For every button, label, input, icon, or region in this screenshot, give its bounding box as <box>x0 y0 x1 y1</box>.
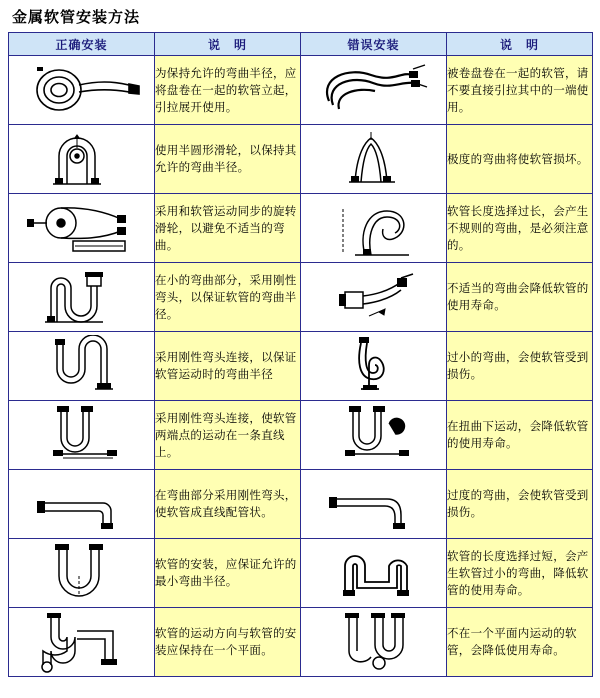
header-correct-description: 说 明 <box>155 33 301 56</box>
description-wrong: 软管的长度选择过短，会产生软管过小的弯曲，降低软管的使用寿命。 <box>447 539 593 608</box>
header-wrong-description: 说 明 <box>447 33 593 56</box>
figure-hose-sharply-bent-no-sheave <box>301 125 447 194</box>
table-row <box>9 194 593 263</box>
description-correct: 采用刚性弯头连接，使软管两端点的运动在一条直线上。 <box>155 401 301 470</box>
table-row <box>9 608 593 677</box>
figure-rigid-elbow-at-small-bend <box>9 263 155 332</box>
table-row <box>9 125 593 194</box>
description-wrong: 被卷盘卷在一起的软管，请不要直接引拉其中的一端使用。 <box>447 56 593 125</box>
table-row <box>9 263 593 332</box>
description-correct: 软管的安装，应保证允许的最小弯曲半径。 <box>155 539 301 608</box>
figure-rigid-elbow-both-ends-straight-line <box>9 401 155 470</box>
description-correct: 在弯曲部分采用刚性弯头，使软管成直线配管状。 <box>155 470 301 539</box>
description-correct: 软管的运动方向与软管的安装应保持在一个平面。 <box>155 608 301 677</box>
description-wrong: 过小的弯曲，会使软管受到损伤。 <box>447 332 593 401</box>
table-header <box>9 33 593 56</box>
figure-hose-over-semicircular-sheave <box>9 125 155 194</box>
description-wrong: 不在一个平面内运动的软管，会降低使用寿命。 <box>447 608 593 677</box>
description-correct: 使用半圆形滑轮，以保持其允许的弯曲半径。 <box>155 125 301 194</box>
description-correct: 为保持允许的弯曲半径，应将盘卷在一起的软管立起，引拉展开使用。 <box>155 56 301 125</box>
description-wrong: 极度的弯曲将使软管损坏。 <box>447 125 593 194</box>
figure-rigid-elbow-connection-u-loop <box>9 332 155 401</box>
figure-improper-bend-at-fitting <box>301 263 447 332</box>
figure-over-small-bend-radius-loop <box>301 332 447 401</box>
figure-hose-too-short-small-radius <box>301 539 447 608</box>
description-wrong: 过度的弯曲，会使软管受到损伤。 <box>447 470 593 539</box>
header-row <box>9 33 593 56</box>
figure-excessive-bend-at-end <box>301 470 447 539</box>
header-wrong-install: 错误安装 <box>301 33 447 56</box>
description-correct: 采用和软管运动同步的旋转滑轮，以避免不适当的弯曲。 <box>155 194 301 263</box>
table-row <box>9 56 593 125</box>
table-row <box>9 470 593 539</box>
description-correct: 采用刚性弯头连接，以保证软管运动时的弯曲半径 <box>155 332 301 401</box>
figure-hose-too-long-irregular-bend <box>301 194 447 263</box>
page-title: 金属软管安装方法 <box>12 8 141 26</box>
figure-hose-with-synchronized-rotating-pulley <box>9 194 155 263</box>
header-correct-install: 正确安装 <box>9 33 155 56</box>
description-correct: 在小的弯曲部分，采用刚性弯头，以保证软管的弯曲半径。 <box>155 263 301 332</box>
table-body <box>9 56 593 677</box>
description-wrong: 不适当的弯曲会降低软管的使用寿命。 <box>447 263 593 332</box>
description-wrong: 软管长度选择过长，会产生不规则的弯曲，是必须注意的。 <box>447 194 593 263</box>
figure-coiled-hose-pulled-from-middle <box>301 56 447 125</box>
figure-minimum-allowed-bend-radius-u <box>9 539 155 608</box>
figure-hose-motion-in-same-plane <box>9 608 155 677</box>
hose-installation-table <box>8 32 593 677</box>
figure-rigid-elbow-straight-piping <box>9 470 155 539</box>
table-row <box>9 332 593 401</box>
description-wrong: 在扭曲下运动，会降低软管的使用寿命。 <box>447 401 593 470</box>
table-row <box>9 401 593 470</box>
table-row <box>9 539 593 608</box>
figure-hose-twisted-motion <box>301 401 447 470</box>
figure-coiled-hose-standing-upright <box>9 56 155 125</box>
figure-hose-motion-out-of-plane <box>301 608 447 677</box>
